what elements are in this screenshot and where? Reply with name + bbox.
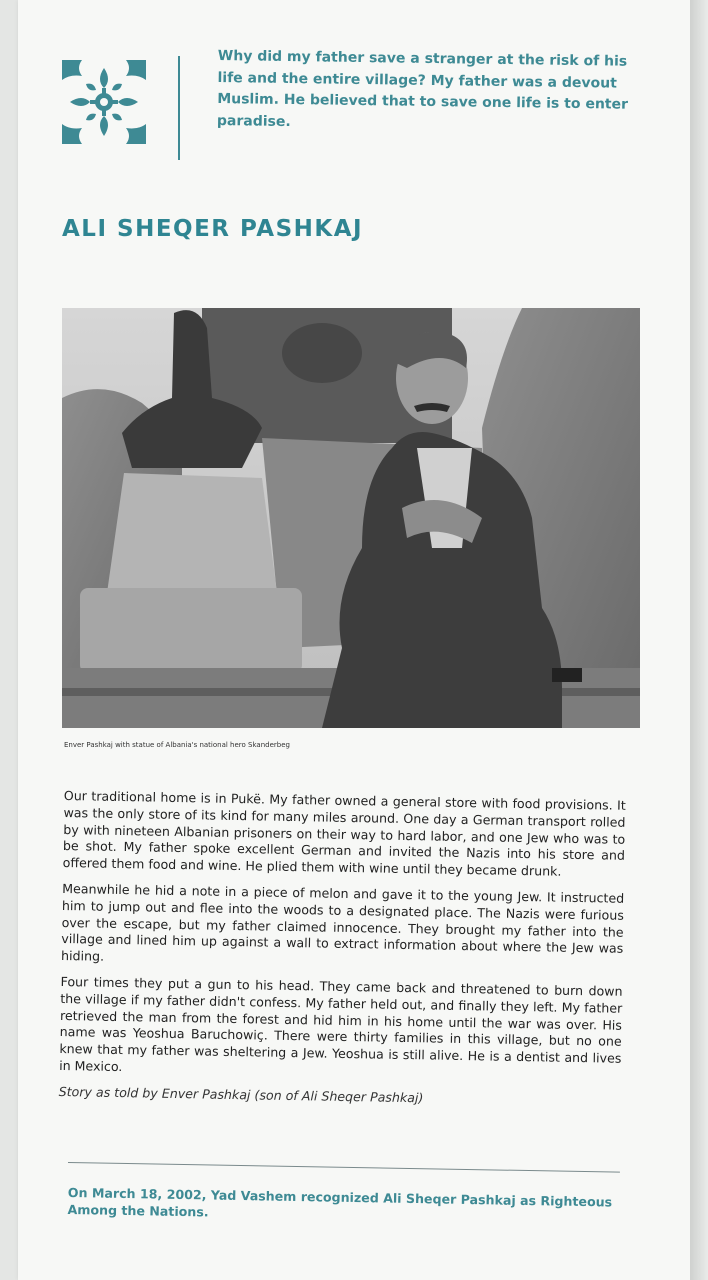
- photo: [62, 308, 640, 728]
- photo-caption: Enver Pashkaj with statue of Albania's national hero Skanderbeg: [64, 741, 290, 749]
- story-paragraph: Our traditional home is in Pukë. My father owned a general store with food provisions. It was the only store of its kind for many miles around. One day a German transport rolled by with nineteen Albanian prisoners on their way to hard labor, and one Jew who was to be shot. My father spoke excellent German and invited the Nazis into his store and offered them food and wine. He plied them with wine until they became drunk.: [62, 788, 626, 879]
- header-quote: Why did my father save a stranger at the risk of his life and the entire village? My father was a devout Muslim. He believed that to save one life is to enter paradise.: [216, 47, 629, 130]
- page-title: ALI SHEQER PASHKAJ: [62, 216, 364, 242]
- recognition-statement: On March 18, 2002, Yad Vashem recognized Ali Sheqer Pashkaj as Righteous Among the Nations.: [67, 1184, 613, 1220]
- panel-edge: [690, 0, 708, 1280]
- header-divider: [178, 56, 180, 160]
- ornament-icon: [62, 60, 146, 144]
- story-text: [58, 788, 626, 1119]
- story-paragraph: Four times they put a gun to his head. They came back and threatened to burn down the village if my father didn't confess. My father held out, and finally they left. My father retrieved the man from the forest and hid him in his home until the war was over. His name was Yeoshua Baruchowiç. There were thirty families in this village, but no one knew that my father was sheltering a Jew. Yeoshua is still alive. He is a dentist and lives in Mexico.: [59, 973, 623, 1075]
- story-paragraph: Meanwhile he hid a note in a piece of melon and gave it to the young Jew. It instructed him to jump out and flee into the woods to a designated place. The Nazis were furious over the escape, but my father claimed innocence. They brought my father into the village and lined him up against a wall to extract information about where the Jew was hiding.: [60, 880, 625, 964]
- story-attribution: Story as told by Enver Pashkaj (son of Ali Sheqer Pashkaj): [58, 1083, 424, 1106]
- photograph-icon: [62, 308, 640, 728]
